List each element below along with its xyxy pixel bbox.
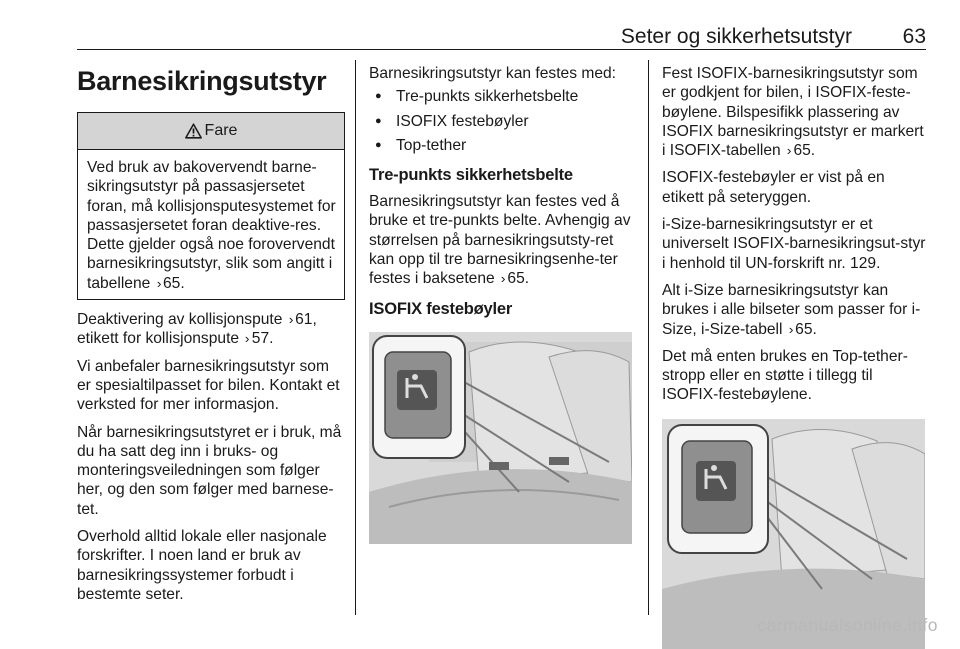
paragraph [369,192,634,288]
list-item: ● Tre-punkts sikkerhetsbelte [369,87,634,106]
column-divider-1 [355,60,356,615]
paragraph: Barnesikringsutstyr kan festes med: [369,65,617,82]
list-item: ● ISOFIX festebøyler [369,112,634,131]
paragraph-text: etikett for kollisjonspute [77,330,240,348]
page-ref[interactable]: › 65. [787,321,817,338]
paragraph-text: Alt i-Size barnesikringsutstyr kan brukes i alle bilseter som passer for i-Size, i-Size-tabell [662,281,921,338]
page-number: 63 [902,25,926,48]
page-header [77,22,926,50]
warning-box [77,112,345,300]
warning-triangle-icon [185,123,202,139]
page-ref[interactable]: › 57. [243,330,273,347]
column-divider-2 [648,60,649,615]
warning-text: Ved bruk av bakovervendt barne-sikringsutstyr på passasjersetet foran, må kollisjonsputesystemet for passasjersetet foran deaktive-res. Dette gjelder også noe forovervendt barnesikringsutstyr, slik som angitt i tabellene [87,159,336,292]
bullet-list [369,87,634,155]
paragraph [77,310,345,349]
column-1 [77,64,345,612]
page-ref[interactable]: › 65. [785,142,815,159]
subheading: ISOFIX festebøyler [369,299,513,318]
column-3 [662,64,927,649]
paragraph-text: Barnesikringsutstyr kan festes ved å bruke et tre-punkts belte. Avhengig av størrelsen på barnesikringsutsty-ret kan opp til tre barnesikringsenhe-ter festes i baksetene [369,193,631,288]
paragraph [662,64,927,160]
paragraph: Overhold alltid lokale eller nasjonale forskrifter. I noen land er bruk av barnesikringssystemer forbudt i bestemte seter. [77,528,327,603]
warning-body [78,150,344,299]
paragraph: Vi anbefaler barnesikringsutstyr som er spesialtilpasset for bilen. Kontakt et verksted for mer informasjon. [77,357,340,414]
paragraph-text: Deaktivering av kollisjonspute [77,311,283,329]
warning-label: Fare [204,122,238,140]
page-ref[interactable]: › 61, [287,311,317,328]
isofix-seat-illustration [369,332,632,544]
paragraph: ISOFIX-festebøyler er vist på en etikett på seteryggen. [662,169,885,206]
paragraph-text: Fest ISOFIX-barnesikringsutstyr som er godkjent for bilen, i ISOFIX-feste-bøylene. Bilspesifikk plassering av ISOFIX barnesikringsutstyr er markert i ISOFIX-tabellen [662,65,924,160]
header-rule [77,49,926,50]
paragraph: Når barnesikringsutstyret er i bruk, må du ha satt deg inn i bruks- og monteringsveiledningen som følger her, og den som følger med barnese-tet. [77,423,342,518]
subheading: Tre-punkts sikkerhetsbelte [369,166,573,185]
header-title: Seter og sikkerhetsutstyr [620,25,852,48]
warning-header [78,113,344,150]
warning-ref[interactable]: › 65. [155,275,185,292]
column-2 [369,64,634,544]
paragraph: Det må enten brukes en Top-tether-stropp eller en støtte i tillegg til ISOFIX-festebøylene. [662,347,908,404]
page-ref[interactable]: › 65. [499,270,529,287]
watermark: carmanualsonline.info [757,615,938,635]
section-title: Barnesikringsutstyr [77,66,327,96]
paragraph [662,281,927,339]
list-item: ● Top-tether [369,136,634,155]
paragraph: i-Size-barnesikringsutstyr er et universelt ISOFIX-barnesikringsut-styr i henhold til UN-forskrift nr. 129. [662,216,926,272]
